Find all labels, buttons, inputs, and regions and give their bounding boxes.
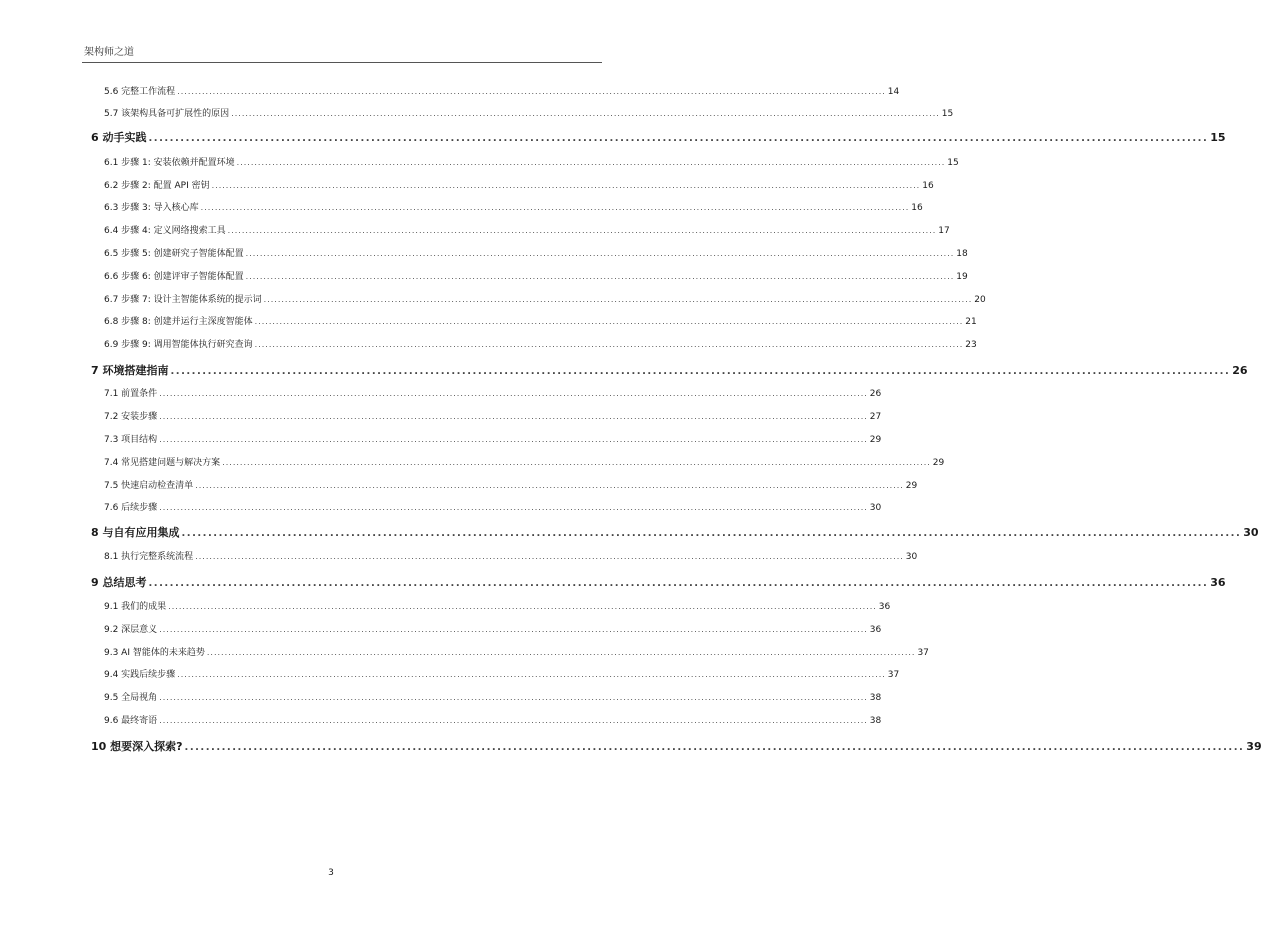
toc-entry-title: 5.6 完整工作流程 <box>104 87 176 97</box>
toc-leader-dots: ........................................................................................................................................................................................................ <box>159 693 868 702</box>
toc-leader-dots: ........................................................................................................................................................................................................ <box>254 340 964 349</box>
toc-section-entry[interactable] <box>104 432 882 445</box>
toc-entry-page: 30 <box>905 552 918 562</box>
toc-entry-title: 6.8 步骤 8: 创建并运行主深度智能体 <box>104 317 253 327</box>
toc-entry-title: 6.1 步骤 1: 安装依赖并配置环境 <box>104 158 235 168</box>
toc-entry-page: 23 <box>965 340 977 350</box>
toc-entry-page: 39 <box>1246 740 1262 753</box>
toc-entry-page: 37 <box>917 648 929 658</box>
toc-entry-page: 21 <box>965 317 977 327</box>
toc-section-entry[interactable] <box>104 549 918 562</box>
toc-entry-title: 6.3 步骤 3: 导入核心库 <box>104 203 199 213</box>
toc-section-entry[interactable] <box>104 246 968 259</box>
toc-section-entry[interactable] <box>104 690 882 703</box>
toc-entry-page: 30 <box>869 503 882 513</box>
toc-section-entry[interactable] <box>104 106 954 119</box>
toc-section-entry[interactable] <box>104 455 945 468</box>
toc-entry-title: 9 总结思考 <box>91 576 147 589</box>
toc-entry-title: 9.3 AI 智能体的未来趋势 <box>104 648 205 658</box>
toc-entry-page: 16 <box>922 181 934 191</box>
toc-leader-dots: ........................................................................................................................................................................................................ <box>211 181 921 190</box>
toc-entry-page: 26 <box>1232 364 1248 377</box>
toc-entry-page: 27 <box>869 412 882 422</box>
header-title: 架构师之道 <box>84 47 134 58</box>
toc-entry-title: 5.7 该架构具备可扩展性的原因 <box>104 109 230 119</box>
toc-section-entry[interactable] <box>104 713 882 726</box>
toc-entry-page: 18 <box>956 249 968 259</box>
toc-leader-dots: ........................................................................................................................................................................................................ <box>177 87 886 96</box>
toc-entry-title: 7.1 前置条件 <box>104 389 158 399</box>
toc-entry-title: 7.3 项目结构 <box>104 435 158 445</box>
toc-entry-title: 6 动手实践 <box>91 131 147 144</box>
toc-entry-title: 7.2 安装步骤 <box>104 412 158 422</box>
toc-leader-dots: ........................................................................................................................................................................................................ <box>195 481 904 490</box>
toc-entry-title: 9.6 最终寄语 <box>104 716 158 726</box>
toc-entry-title: 6.4 步骤 4: 定义网络搜索工具 <box>104 226 226 236</box>
toc-section-entry[interactable] <box>104 337 977 350</box>
toc-entry-page: 16 <box>911 203 923 213</box>
toc-entry-page: 19 <box>956 272 968 282</box>
toc-entry-title: 6.5 步骤 5: 创建研究子智能体配置 <box>104 249 244 259</box>
toc-entry-title: 7.4 常见搭建问题与解决方案 <box>104 458 221 468</box>
toc-section-entry[interactable] <box>104 84 900 97</box>
toc-leader-dots: ........................................................................................................................................................................................................ <box>200 203 910 212</box>
toc-entry-page: 36 <box>878 602 891 612</box>
toc-leader-dots: ........................................................................................................................................................................................................ <box>168 602 877 611</box>
toc-leader-dots: ........................................................................................................................................................................................................ <box>245 272 955 281</box>
toc-leader-dots: ........................................................................................................................................................................................................ <box>159 625 868 634</box>
toc-entry-title: 6.7 步骤 7: 设计主智能体系统的提示词 <box>104 295 262 305</box>
toc-section-entry[interactable] <box>104 667 900 680</box>
toc-leader-dots: ........................................................................................................................................................................................................ <box>148 578 1209 589</box>
toc-leader-dots: ........................................................................................................................................................................................................ <box>254 317 964 326</box>
toc-entry-title: 9.5 全局视角 <box>104 693 158 703</box>
toc-section-entry[interactable] <box>104 599 891 612</box>
toc-leader-dots: ........................................................................................................................................................................................................ <box>236 158 946 167</box>
toc-section-entry[interactable] <box>104 200 923 213</box>
toc-leader-dots: ........................................................................................................................................................................................................ <box>227 226 937 235</box>
toc-section-entry[interactable] <box>104 178 934 191</box>
toc-entry-title: 8 与自有应用集成 <box>91 526 180 539</box>
toc-entry-page: 20 <box>974 295 986 305</box>
toc-leader-dots: ........................................................................................................................................................................................................ <box>159 412 868 421</box>
toc-entry-page: 36 <box>1210 576 1226 589</box>
toc-leader-dots: ........................................................................................................................................................................................................ <box>148 133 1209 144</box>
toc-chapter-entry[interactable] <box>91 738 1262 754</box>
toc-entry-page: 30 <box>1243 526 1259 539</box>
toc-entry-title: 7 环境搭建指南 <box>91 364 169 377</box>
toc-section-entry[interactable] <box>104 292 986 305</box>
toc-section-entry[interactable] <box>104 622 882 635</box>
toc-leader-dots: ........................................................................................................................................................................................................ <box>159 435 868 444</box>
toc-leader-dots: ........................................................................................................................................................................................................ <box>263 295 973 304</box>
toc-entry-title: 8.1 执行完整系统流程 <box>104 552 194 562</box>
toc-entry-page: 38 <box>869 716 882 726</box>
toc-leader-dots: ........................................................................................................................................................................................................ <box>222 458 931 467</box>
toc-leader-dots: ........................................................................................................................................................................................................ <box>159 716 868 725</box>
toc-leader-dots: ........................................................................................................................................................................................................ <box>181 528 1242 539</box>
page-number: 3 <box>328 868 334 878</box>
toc-entry-title: 10 想要深入探索? <box>91 740 183 753</box>
toc-leader-dots: ........................................................................................................................................................................................................ <box>231 109 940 118</box>
toc-leader-dots: ........................................................................................................................................................................................................ <box>184 742 1245 753</box>
toc-leader-dots: ........................................................................................................................................................................................................ <box>245 249 955 258</box>
toc-section-entry[interactable] <box>104 314 977 327</box>
toc-leader-dots: ........................................................................................................................................................................................................ <box>159 503 868 512</box>
toc-leader-dots: ........................................................................................................................................................................................................ <box>170 366 1231 377</box>
toc-entry-page: 29 <box>869 435 882 445</box>
toc-leader-dots: ........................................................................................................................................................................................................ <box>177 670 886 679</box>
toc-entry-title: 9.4 实践后续步骤 <box>104 670 176 680</box>
toc-section-entry[interactable] <box>104 645 929 658</box>
toc-entry-page: 26 <box>869 389 882 399</box>
toc-section-entry[interactable] <box>104 478 918 491</box>
toc-chapter-entry[interactable] <box>91 362 1248 378</box>
toc-chapter-entry[interactable] <box>91 574 1226 590</box>
toc-entry-page: 17 <box>938 226 950 236</box>
toc-entry-page: 15 <box>947 158 959 168</box>
toc-entry-title: 6.2 步骤 2: 配置 API 密钥 <box>104 181 210 191</box>
toc-chapter-entry[interactable] <box>91 129 1226 145</box>
toc-leader-dots: ........................................................................................................................................................................................................ <box>195 552 904 561</box>
toc-entry-title: 6.9 步骤 9: 调用智能体执行研究查询 <box>104 340 253 350</box>
toc-section-entry[interactable] <box>104 386 882 399</box>
toc-entry-page: 15 <box>1210 131 1226 144</box>
toc-section-entry[interactable] <box>104 223 950 236</box>
toc-entry-page: 37 <box>887 670 900 680</box>
toc-entry-title: 9.1 我们的成果 <box>104 602 167 612</box>
toc-entry-title: 7.6 后续步骤 <box>104 503 158 513</box>
toc-entry-title: 9.2 深层意义 <box>104 625 158 635</box>
toc-entry-page: 29 <box>932 458 945 468</box>
toc-leader-dots: ........................................................................................................................................................................................................ <box>206 648 916 657</box>
toc-entry-page: 29 <box>905 481 918 491</box>
header-divider <box>82 62 602 63</box>
toc-entry-page: 36 <box>869 625 882 635</box>
toc-entry-page: 15 <box>941 109 954 119</box>
toc-entry-page: 14 <box>887 87 900 97</box>
toc-leader-dots: ........................................................................................................................................................................................................ <box>159 389 868 398</box>
toc-entry-page: 38 <box>869 693 882 703</box>
toc-section-entry[interactable] <box>104 269 968 282</box>
toc-entry-title: 7.5 快速启动检查清单 <box>104 481 194 491</box>
toc-section-entry[interactable] <box>104 409 882 422</box>
toc-section-entry[interactable] <box>104 155 959 168</box>
toc-entry-title: 6.6 步骤 6: 创建评审子智能体配置 <box>104 272 244 282</box>
toc-chapter-entry[interactable] <box>91 524 1259 540</box>
toc-section-entry[interactable] <box>104 500 882 513</box>
